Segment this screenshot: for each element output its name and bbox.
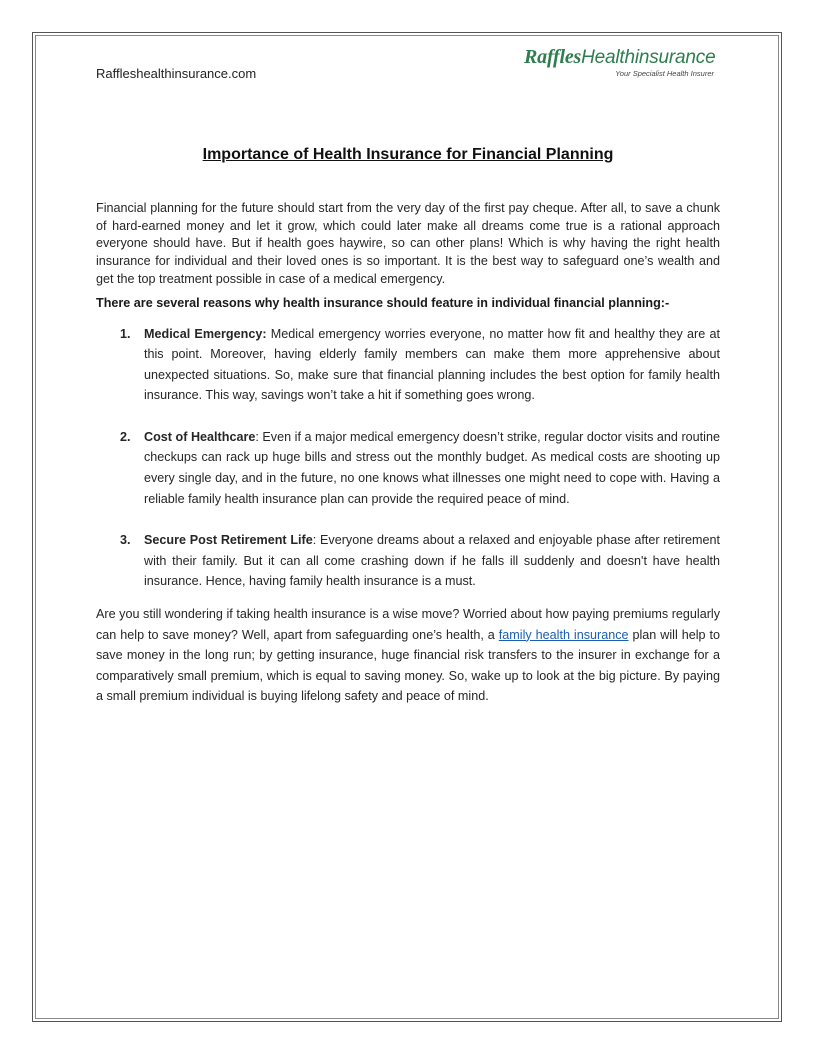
list-number: 3. <box>120 533 131 548</box>
reasons-lead: There are several reasons why health insurance should feature in individual financial planning:- <box>96 295 670 310</box>
logo-health: Health <box>581 47 635 68</box>
reason-heading: Cost of Healthcare <box>144 429 256 444</box>
reason-heading: Secure Post Retirement Life <box>144 533 313 548</box>
closing-paragraph <box>96 604 720 707</box>
list-number: 2. <box>120 429 131 444</box>
reason-text: : Everyone dreams about a relaxed and enjoyable phase after retirement with their family. But it can all come crashing down if he falls ill suddenly and doesn't have health insurance. Hence, having family health insurance is a must. <box>144 533 720 589</box>
intro-paragraph: Financial planning for the future should start from the very day of the first pay cheque. After all, to save a chunk of hard-earned money and let it grow, which could later make all dreams come true is a rational approach everyone should have. But if health goes haywire, so can other plans! Which is why having the right health insurance for individual and their loved ones is so important. It is the best way to safeguard one’s wealth and get the top treatment possible in case of a medical emergency. <box>96 201 720 286</box>
family-health-insurance-link[interactable]: family health insurance <box>498 627 629 642</box>
logo-wordmark <box>524 46 724 69</box>
list-item <box>96 324 720 406</box>
site-url: Raffleshealthinsurance.com <box>96 66 257 81</box>
reason-text: Medical emergency worries everyone, no matter how fit and healthy they are at this point. Moreover, having elderly family members can make them more apprehensive about unexpected situations. So, make sure that financial planning includes the best option for family health insurance. This way, savings won’t take a hit if something goes wrong. <box>144 326 720 403</box>
closing-text-before: Are you still wondering if taking health insurance is a wise move? Worried about how paying premiums regularly can help to save money? Well, apart from safeguarding one’s health, a <box>96 607 720 642</box>
logo-raffles: Raffles <box>524 46 582 68</box>
list-item <box>96 530 720 592</box>
document-body <box>96 200 720 707</box>
list-number: 1. <box>120 326 131 341</box>
logo-tagline: Your Specialist Health Insurer <box>615 69 714 78</box>
logo-insurance: insurance <box>634 47 716 68</box>
closing-text-after: plan will help to save money in the long run; by getting insurance, huge financial risk transfers to the insurer in exchange for a comparatively small premium, which is equal to saving money. So, wake up to look at the big picture. By paying a small premium individual is buying lifelong safety and peace of mind. <box>96 627 721 704</box>
company-logo <box>524 46 724 86</box>
list-item <box>96 427 720 509</box>
reason-heading: Medical Emergency: <box>144 326 267 341</box>
page-title: Importance of Health Insurance for Financial Planning <box>202 146 614 163</box>
reasons-list <box>96 324 720 593</box>
reason-text: : Even if a major medical emergency doesn’t strike, regular doctor visits and routine checkups can rack up huge bills and stress out the monthly budget. As medical costs are shooting up every single day, and in the future, no one knows what illnesses one might need to cope with. Having a reliable family health insurance plan can provide the required peace of mind. <box>144 429 720 506</box>
